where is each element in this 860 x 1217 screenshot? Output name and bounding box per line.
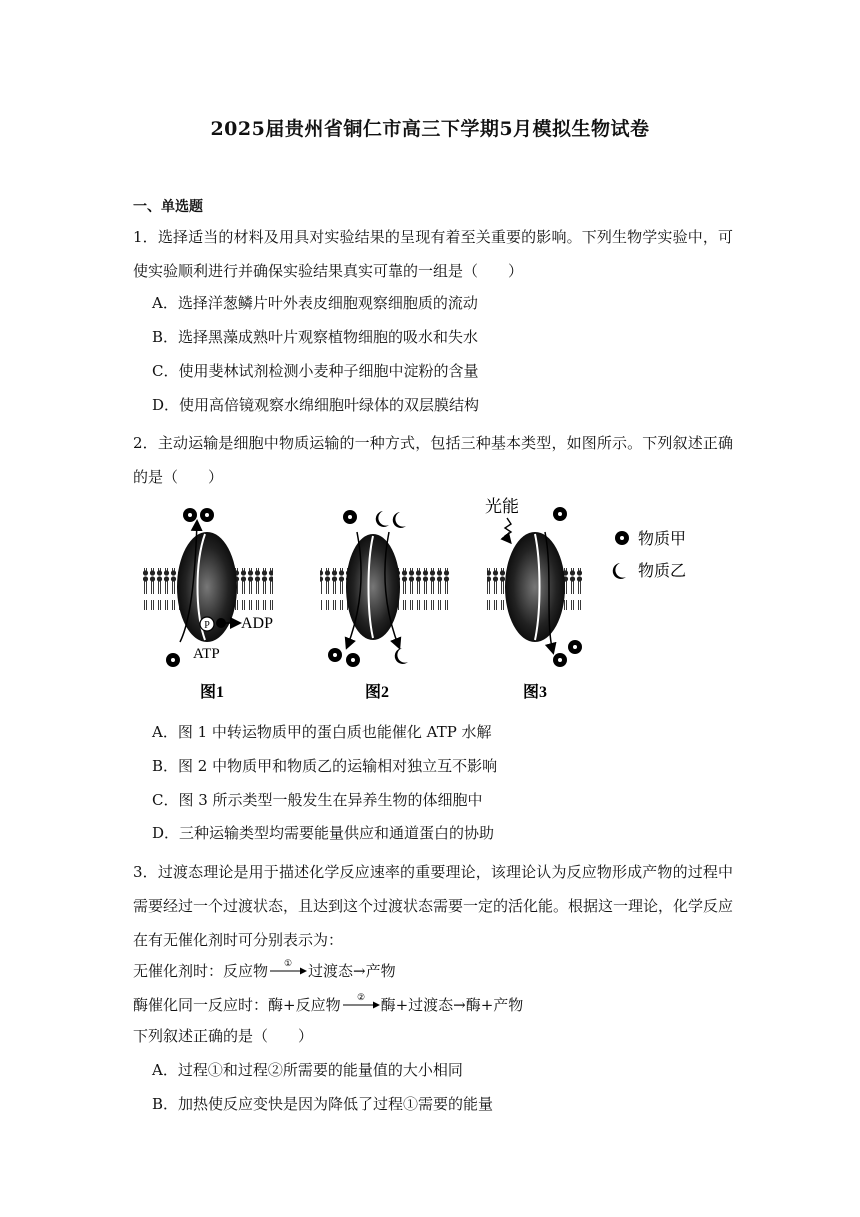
q2-option-d: D．三种运输类型均需要能量供应和通道蛋白的协助 (152, 824, 495, 842)
q1-option-a: A．选择洋葱鳞片叶外表皮细胞观察细胞质的流动 (152, 294, 478, 312)
reaction-arrow-icon (268, 958, 308, 978)
figure-1-label: 图1 (200, 684, 225, 701)
carrier-protein-3 (505, 532, 565, 642)
panel-3 (485, 497, 582, 701)
eq2-mark: ② (356, 993, 365, 1003)
adp-label: ADP (241, 615, 274, 632)
page-title: 2025届贵州省铜仁市高三下学期5月模拟生物试卷 (210, 118, 650, 140)
legend (613, 530, 686, 580)
light-squiggle-icon (505, 518, 511, 542)
q3-option-b: B．加热使反应变快是因为降低了过程①需要的能量 (152, 1095, 494, 1113)
question-3-ask: 下列叙述正确的是（ ） (133, 1027, 314, 1045)
figure-3-label: 图3 (523, 684, 548, 701)
question-2-stem: 2．主动运输是细胞中物质运输的一种方式，包括三种基本类型，如图所示。下列叙述正确的是（ ） (133, 434, 733, 486)
q2-option-a: A．图 1 中转运物质甲的蛋白质也能催化 ATP 水解 (152, 723, 492, 741)
substance-yi-icon (395, 648, 408, 664)
eq1-mark: ① (283, 959, 293, 969)
eq2-post: 酶+过渡态→酶+产物 (380, 996, 524, 1014)
eq2-pre: 酶催化同一反应时：酶+反应物 (133, 996, 341, 1014)
panel-1 (143, 508, 273, 701)
q3-option-a: A．过程①和过程②所需要的能量值的大小相同 (152, 1061, 463, 1079)
reaction-arrow-icon (341, 992, 381, 1012)
q1-option-d: D．使用高倍镜观察水绵细胞叶绿体的双层膜结构 (152, 396, 480, 414)
panel-2 (320, 510, 450, 701)
atp-label: ATP (193, 646, 220, 662)
question-3-stem: 3．过渡态理论是用于描述化学反应速率的重要理论，该理论认为反应物形成产物的过程中需要经过一个过渡状态，且达到这个过渡状态需要一定的活化能。根据这一理论，化学反应在有无催化剂时可分别表示为： (133, 863, 734, 949)
question-1-stem: 1．选择适当的材料及用具对实验结果的呈现有着至关重要的影响。下列生物学实验中，可使实验顺利进行并确保实验结果真实可靠的一组是（ ） (133, 228, 733, 280)
legend-jia-label: 物质甲 (638, 531, 687, 548)
substance-yi-icon (376, 511, 389, 527)
light-energy-label: 光能 (485, 497, 519, 516)
q2-option-b: B．图 2 中物质甲和物质乙的运输相对独立互不影响 (152, 757, 498, 775)
substance-yi-icon (393, 512, 406, 528)
figure-2-label: 图2 (365, 684, 390, 701)
transport-figure (135, 492, 725, 706)
legend-yi-icon (613, 563, 626, 579)
q1-option-b: B．选择黑藻成熟叶片观察植物细胞的吸水和失水 (152, 328, 479, 346)
legend-yi-label: 物质乙 (638, 563, 687, 580)
equation-uncatalyzed (133, 958, 396, 981)
eq1-pre: 无催化剂时：反应物 (133, 962, 269, 980)
section-heading: 一、单选题 (133, 199, 203, 215)
q2-option-c: C．图 3 所示类型一般发生在异养生物的体细胞中 (152, 791, 483, 809)
eq1-post: 过渡态→产物 (308, 962, 396, 980)
q1-option-c: C．使用斐林试剂检测小麦种子细胞中淀粉的含量 (152, 362, 479, 380)
equation-catalyzed (133, 992, 523, 1015)
phosphate-label: P (204, 620, 210, 631)
